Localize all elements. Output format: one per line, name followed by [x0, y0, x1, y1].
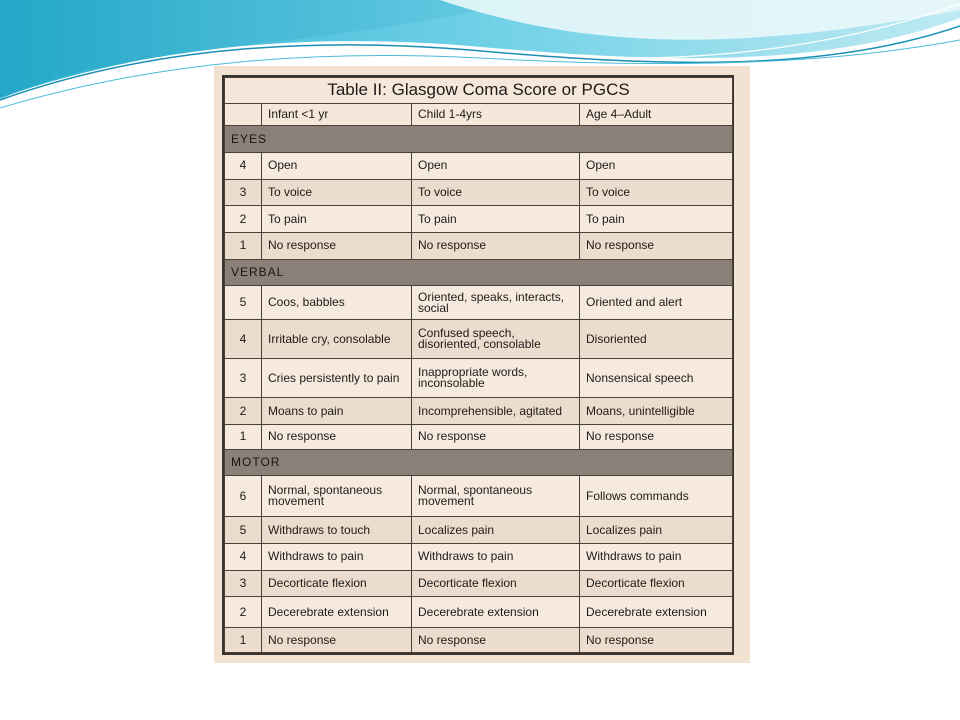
gcs-table — [224, 77, 733, 653]
section-header-verbal: VERBAL — [225, 259, 733, 286]
section-header-eyes: EYES — [225, 126, 733, 153]
adult-response-cell: No response — [580, 628, 733, 653]
adult-response-cell: Moans, unintelligible — [580, 398, 733, 425]
child-response-cell: To pain — [412, 206, 580, 233]
table-row — [225, 597, 733, 628]
child-response-cell: Withdraws to pain — [412, 544, 580, 571]
column-header-child: Child 1-4yrs — [412, 103, 580, 126]
child-response-cell: Normal, spontaneous movement — [412, 476, 580, 517]
table-row — [225, 570, 733, 597]
table-row — [225, 476, 733, 517]
infant-response-cell: To pain — [262, 206, 412, 233]
adult-response-cell: To pain — [580, 206, 733, 233]
section-header-motor: MOTOR — [225, 449, 733, 476]
table-row — [225, 517, 733, 544]
score-cell: 1 — [225, 424, 262, 449]
infant-response-cell: Open — [262, 152, 412, 179]
score-cell: 3 — [225, 359, 262, 398]
infant-response-cell: Cries persistently to pain — [262, 359, 412, 398]
score-cell: 2 — [225, 206, 262, 233]
score-cell: 6 — [225, 476, 262, 517]
adult-response-cell: Open — [580, 152, 733, 179]
table-row — [225, 232, 733, 259]
table-title: Table II: Glasgow Coma Score or PGCS — [225, 78, 733, 104]
child-response-cell: Confused speech, disoriented, consolable — [412, 320, 580, 359]
score-cell: 4 — [225, 152, 262, 179]
adult-response-cell: Oriented and alert — [580, 286, 733, 320]
infant-response-cell: Decerebrate extension — [262, 597, 412, 628]
column-header-infant: Infant <1 yr — [262, 103, 412, 126]
score-cell: 3 — [225, 570, 262, 597]
infant-response-cell: Withdraws to pain — [262, 544, 412, 571]
adult-response-cell: Nonsensical speech — [580, 359, 733, 398]
child-response-cell: Localizes pain — [412, 517, 580, 544]
table-row — [225, 359, 733, 398]
table-row — [225, 398, 733, 425]
child-response-cell: Open — [412, 152, 580, 179]
infant-response-cell: No response — [262, 232, 412, 259]
table-row — [225, 320, 733, 359]
child-response-cell: Inappropriate words, inconsolable — [412, 359, 580, 398]
child-response-cell: To voice — [412, 179, 580, 206]
score-cell: 3 — [225, 179, 262, 206]
child-response-cell: Decorticate flexion — [412, 570, 580, 597]
child-response-cell: No response — [412, 232, 580, 259]
table-row — [225, 286, 733, 320]
infant-response-cell: Moans to pain — [262, 398, 412, 425]
column-header-score — [225, 103, 262, 126]
table-row — [225, 544, 733, 571]
adult-response-cell: Withdraws to pain — [580, 544, 733, 571]
score-cell: 1 — [225, 232, 262, 259]
adult-response-cell: Decorticate flexion — [580, 570, 733, 597]
infant-response-cell: To voice — [262, 179, 412, 206]
infant-response-cell: Irritable cry, consolable — [262, 320, 412, 359]
infant-response-cell: Coos, babbles — [262, 286, 412, 320]
infant-response-cell: No response — [262, 628, 412, 653]
child-response-cell: No response — [412, 628, 580, 653]
adult-response-cell: Decerebrate extension — [580, 597, 733, 628]
table-row — [225, 628, 733, 653]
score-cell: 4 — [225, 544, 262, 571]
child-response-cell: Decerebrate extension — [412, 597, 580, 628]
adult-response-cell: Localizes pain — [580, 517, 733, 544]
score-cell: 5 — [225, 517, 262, 544]
infant-response-cell: Normal, spontaneous movement — [262, 476, 412, 517]
child-response-cell: Oriented, speaks, interacts, social — [412, 286, 580, 320]
child-response-cell: Incomprehensible, agitated — [412, 398, 580, 425]
score-cell: 5 — [225, 286, 262, 320]
gcs-table-frame — [222, 75, 734, 655]
infant-response-cell: Decorticate flexion — [262, 570, 412, 597]
adult-response-cell: Follows commands — [580, 476, 733, 517]
adult-response-cell: Disoriented — [580, 320, 733, 359]
score-cell: 4 — [225, 320, 262, 359]
table-row — [225, 424, 733, 449]
infant-response-cell: Withdraws to touch — [262, 517, 412, 544]
table-row — [225, 179, 733, 206]
adult-response-cell: To voice — [580, 179, 733, 206]
child-response-cell: No response — [412, 424, 580, 449]
column-header-adult: Age 4–Adult — [580, 103, 733, 126]
adult-response-cell: No response — [580, 424, 733, 449]
table-row — [225, 152, 733, 179]
score-cell: 2 — [225, 597, 262, 628]
adult-response-cell: No response — [580, 232, 733, 259]
infant-response-cell: No response — [262, 424, 412, 449]
table-row — [225, 206, 733, 233]
score-cell: 1 — [225, 628, 262, 653]
score-cell: 2 — [225, 398, 262, 425]
